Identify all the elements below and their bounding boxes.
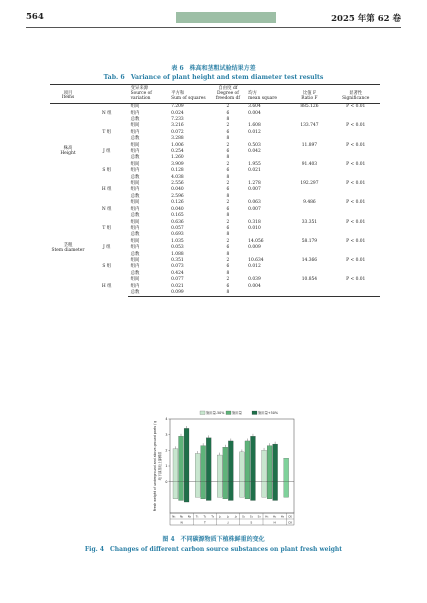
sum-squares-cell: 1.260 bbox=[171, 155, 184, 161]
df-cell: 6 bbox=[226, 206, 230, 212]
df-cell: 2 bbox=[226, 238, 230, 244]
table-row bbox=[50, 104, 380, 111]
source-cell: 组内 bbox=[130, 168, 140, 174]
source-cell: 总数 bbox=[130, 155, 140, 161]
legend-label: 施用量-50% bbox=[206, 411, 225, 416]
f-ratio-cell: 58.179 bbox=[301, 238, 318, 244]
df-cell: 6 bbox=[226, 129, 230, 135]
x-group-label: T bbox=[203, 520, 206, 525]
x-group-label: N bbox=[180, 520, 183, 525]
source-cell: 总数 bbox=[130, 193, 140, 199]
source-cell: 组内 bbox=[130, 187, 140, 193]
f-ratio-cell: 11.897 bbox=[301, 142, 318, 148]
mean-square-cell: 0.009 bbox=[248, 245, 261, 251]
df-cell: 2 bbox=[226, 161, 230, 167]
df-cell: 2 bbox=[226, 200, 230, 206]
source-cell: 组间 bbox=[130, 238, 140, 244]
col-items: 项目 Items bbox=[50, 85, 86, 104]
fresh-weight-figure bbox=[148, 409, 298, 530]
sum-squares-cell: 0.351 bbox=[171, 257, 184, 263]
sum-squares-cell: 0.040 bbox=[171, 187, 184, 193]
bar bbox=[223, 447, 228, 481]
source-cell: 组间 bbox=[130, 200, 140, 206]
mean-square-cell: 0.007 bbox=[248, 187, 261, 193]
mean-square-cell: 1.278 bbox=[248, 181, 261, 187]
df-cell: 6 bbox=[226, 264, 230, 270]
df-cell: 2 bbox=[226, 181, 230, 187]
f-ratio-cell: 91.403 bbox=[301, 161, 318, 167]
col-significance: 显著性 Significance bbox=[331, 85, 380, 104]
source-cell: 组内 bbox=[130, 110, 140, 116]
source-cell: 组间 bbox=[130, 142, 140, 148]
x-tick-label: H₃ bbox=[280, 514, 284, 519]
df-cell: 8 bbox=[209, 290, 248, 297]
mean-square-cell bbox=[247, 290, 287, 297]
mean-square-cell: 0.039 bbox=[248, 277, 261, 283]
bar bbox=[262, 450, 267, 481]
legend-label: 施用量 bbox=[232, 411, 242, 416]
x-group-label: CK bbox=[288, 520, 293, 525]
group-label: T 组 bbox=[102, 129, 112, 135]
mean-square-cell: 0.004 bbox=[248, 110, 261, 116]
group-label: J 组 bbox=[102, 245, 111, 251]
significance-cell: P < 0.01 bbox=[346, 257, 366, 263]
bar-underground bbox=[173, 482, 178, 499]
table-body bbox=[50, 104, 380, 297]
df-cell: 2 bbox=[226, 219, 230, 225]
bar bbox=[245, 441, 250, 482]
legend-label: 施用量+50% bbox=[258, 411, 278, 416]
fresh-weight-chart bbox=[148, 409, 298, 530]
sum-squares-cell: 0.693 bbox=[171, 232, 184, 238]
f-ratio-cell bbox=[287, 290, 331, 297]
bar-underground bbox=[206, 482, 211, 501]
df-cell: 2 bbox=[226, 104, 230, 110]
source-cell: 总数 bbox=[130, 213, 140, 219]
bar bbox=[273, 444, 278, 482]
header-color-bar bbox=[176, 12, 276, 23]
sum-squares-cell: 1.088 bbox=[171, 251, 184, 257]
bar-underground bbox=[223, 482, 228, 499]
y-axis-label-cn: 地下部及地上部鲜重 bbox=[158, 451, 162, 481]
mean-square-cell: 0.503 bbox=[248, 142, 261, 148]
x-tick-label: CK bbox=[288, 514, 293, 519]
source-cell: 组内 bbox=[130, 264, 140, 270]
mean-square-cell: 3.604 bbox=[248, 104, 261, 110]
df-cell: 8 bbox=[226, 213, 230, 219]
col-df: 自由度 df Degree of freedom df bbox=[209, 85, 248, 104]
source-cell: 组内 bbox=[130, 149, 140, 155]
mean-square-cell: 0.021 bbox=[248, 168, 261, 174]
significance-cell bbox=[331, 290, 380, 297]
y-tick-label: 4 bbox=[165, 417, 168, 422]
item-label-en: Height bbox=[60, 151, 76, 157]
f-ratio-cell: 14.366 bbox=[301, 257, 318, 263]
sum-squares-cell: 4.038 bbox=[171, 174, 184, 180]
col-f-ratio: 比值 F Ratio F bbox=[287, 85, 331, 104]
df-cell: 6 bbox=[226, 187, 230, 193]
source-cell: 总数 bbox=[130, 117, 140, 122]
sum-squares-cell: 0.073 bbox=[171, 264, 184, 270]
source-cell: 组间 bbox=[130, 161, 140, 167]
df-cell: 6 bbox=[226, 245, 230, 251]
item-label bbox=[50, 200, 86, 297]
col-mean-square: 均方 mean square bbox=[247, 85, 287, 104]
significance-cell: P < 0.01 bbox=[346, 123, 366, 129]
group-label: S 组 bbox=[102, 264, 112, 270]
sum-squares-cell: 3.288 bbox=[171, 136, 184, 142]
bar bbox=[217, 455, 222, 482]
group-label: H 组 bbox=[101, 283, 112, 289]
df-cell: 6 bbox=[226, 225, 230, 231]
mean-square-cell: 10.634 bbox=[248, 257, 264, 263]
bar bbox=[184, 428, 189, 481]
x-tick-label: J₂ bbox=[227, 514, 230, 519]
table-caption-en: Tab. 6 Variance of plant height and stem diameter test results bbox=[103, 74, 324, 81]
table-header-row bbox=[50, 85, 380, 104]
bar-underground bbox=[239, 482, 244, 498]
sum-squares-cell: 7.209 bbox=[171, 104, 184, 110]
header-rule bbox=[26, 27, 401, 28]
bar-underground bbox=[228, 482, 233, 501]
sum-squares-cell: 1.006 bbox=[171, 142, 184, 148]
source-cell: 总数 bbox=[130, 232, 140, 238]
source-cell: 组间 bbox=[130, 277, 140, 283]
source-cell: 总数 bbox=[130, 174, 140, 180]
y-tick-label: 3 bbox=[165, 432, 168, 437]
x-tick-label: N₃ bbox=[187, 514, 191, 519]
source-cell: 组间 bbox=[130, 257, 140, 263]
page-number: 564 bbox=[26, 12, 44, 22]
f-ratio-cell: 9.486 bbox=[303, 200, 316, 206]
mean-square-cell: 0.012 bbox=[248, 129, 261, 135]
item-label-cn: 茎粗 bbox=[63, 242, 73, 248]
df-cell: 6 bbox=[226, 110, 230, 116]
x-group-label: S bbox=[250, 520, 253, 525]
f-ratio-cell: 10.854 bbox=[301, 277, 318, 283]
f-ratio-cell: 192.297 bbox=[300, 181, 319, 187]
sum-squares-cell: 2.596 bbox=[171, 193, 184, 199]
source-cell: 组内 bbox=[130, 225, 140, 231]
mean-square-cell: 0.004 bbox=[248, 283, 261, 289]
x-tick-label: S₂ bbox=[249, 514, 253, 519]
y-tick-label: 1 bbox=[165, 464, 168, 469]
source-cell: 组间 bbox=[130, 104, 140, 110]
df-cell: 2 bbox=[226, 277, 230, 283]
bar-underground bbox=[184, 482, 189, 502]
sum-squares-cell: 7.233 bbox=[171, 117, 184, 122]
bar-underground bbox=[179, 482, 184, 501]
legend-swatch bbox=[200, 411, 205, 415]
df-cell: 6 bbox=[226, 283, 230, 289]
bar-underground bbox=[245, 482, 250, 499]
bar bbox=[195, 453, 200, 481]
sum-squares-cell: 0.636 bbox=[171, 219, 184, 225]
df-cell: 8 bbox=[226, 251, 230, 257]
y-tick-label: 2 bbox=[165, 448, 168, 453]
significance-cell: P < 0.01 bbox=[346, 181, 366, 187]
df-cell: 8 bbox=[226, 136, 230, 142]
significance-cell: P < 0.01 bbox=[346, 200, 366, 206]
x-tick-label: S₃ bbox=[257, 514, 261, 519]
group-label: H 组 bbox=[101, 187, 112, 193]
f-ratio-cell: 33.351 bbox=[301, 219, 318, 225]
x-tick-label: T₂ bbox=[203, 514, 207, 519]
source-cell: 总数 bbox=[130, 136, 140, 142]
x-tick-label: J₁ bbox=[219, 514, 222, 519]
mean-square-cell: 1.955 bbox=[248, 161, 261, 167]
mean-square-cell: 0.012 bbox=[248, 264, 261, 270]
y-tick-label: 0 bbox=[165, 479, 168, 484]
bar-underground bbox=[201, 482, 206, 499]
bar-ck-underground bbox=[284, 482, 289, 498]
col-source: 变异来源 Source of variation bbox=[128, 85, 171, 104]
bar bbox=[206, 438, 211, 482]
sum-squares-cell: 1.035 bbox=[171, 238, 184, 244]
mean-square-cell: 1.608 bbox=[248, 123, 261, 129]
sum-squares-cell: 0.057 bbox=[171, 225, 184, 231]
df-cell: 8 bbox=[226, 117, 230, 122]
sum-squares-cell: 0.040 bbox=[171, 206, 184, 212]
df-cell: 6 bbox=[226, 149, 230, 155]
bar bbox=[267, 446, 272, 482]
source-cell: 总数 bbox=[130, 251, 140, 257]
source-cell: 组内 bbox=[130, 129, 140, 135]
bar bbox=[239, 452, 244, 482]
significance-cell: P < 0.01 bbox=[346, 238, 366, 244]
sum-squares-cell: 2.556 bbox=[171, 181, 184, 187]
bar-underground bbox=[251, 482, 256, 501]
df-cell: 8 bbox=[226, 155, 230, 161]
mean-square-cell: 0.010 bbox=[248, 225, 261, 231]
significance-cell: P < 0.01 bbox=[346, 142, 366, 148]
mean-square-cell: 0.318 bbox=[248, 219, 261, 225]
f-ratio-cell: 885.126 bbox=[300, 104, 319, 110]
group-label: N 组 bbox=[101, 110, 112, 116]
sum-squares-cell: 0.024 bbox=[171, 110, 184, 116]
x-group-label: H bbox=[273, 520, 276, 525]
running-header bbox=[26, 12, 401, 28]
df-cell: 8 bbox=[226, 232, 230, 238]
x-tick-label: H₂ bbox=[273, 514, 277, 519]
bar-underground bbox=[217, 482, 222, 498]
source-cell: 组内 bbox=[130, 245, 140, 251]
sum-squares-cell: 3.909 bbox=[171, 161, 184, 167]
bar bbox=[201, 446, 206, 482]
x-tick-label: T₃ bbox=[211, 514, 215, 519]
figure-caption-en: Fig. 4 Changes of different carbon source substances on plant fresh weight bbox=[84, 546, 343, 553]
sum-squares-cell: 0.077 bbox=[171, 277, 184, 283]
x-tick-label: N₂ bbox=[180, 514, 184, 519]
x-tick-label: T₁ bbox=[195, 514, 199, 519]
mean-square-cell: 0.042 bbox=[248, 149, 261, 155]
source-cell: 组间 bbox=[130, 219, 140, 225]
source-cell: 总数 bbox=[130, 270, 140, 276]
bar bbox=[228, 441, 233, 482]
sum-squares-cell: 0.099 bbox=[170, 290, 209, 297]
group-label: J 组 bbox=[102, 149, 111, 155]
source-cell: 组间 bbox=[130, 123, 140, 129]
source-cell: 组内 bbox=[130, 283, 140, 289]
df-cell: 6 bbox=[226, 168, 230, 174]
bar-ck bbox=[284, 458, 289, 482]
col-sum-squares: 平方和 Sum of squares bbox=[170, 85, 209, 104]
sum-squares-cell: 0.126 bbox=[171, 200, 184, 206]
item-label-cn: 株高 bbox=[63, 146, 73, 152]
source-cell: 组间 bbox=[130, 181, 140, 187]
df-cell: 2 bbox=[226, 123, 230, 129]
group-label: S 组 bbox=[102, 168, 112, 174]
significance-cell: P < 0.01 bbox=[346, 104, 366, 110]
bar bbox=[251, 436, 256, 481]
df-cell: 8 bbox=[226, 270, 230, 276]
mean-square-cell: 0.007 bbox=[248, 206, 261, 212]
table-caption-cn: 表 6 株高和茎粗试验结果方差 bbox=[171, 65, 256, 72]
sum-squares-cell: 0.254 bbox=[171, 149, 184, 155]
bar bbox=[179, 436, 184, 481]
x-tick-label: S₁ bbox=[242, 514, 246, 519]
sum-squares-cell: 0.424 bbox=[171, 270, 184, 276]
sum-squares-cell: 0.053 bbox=[171, 245, 184, 251]
bar-underground bbox=[195, 482, 200, 498]
df-cell: 2 bbox=[226, 142, 230, 148]
df-cell: 2 bbox=[226, 257, 230, 263]
x-tick-label: H₁ bbox=[265, 514, 269, 519]
mean-square-cell: 0.063 bbox=[248, 200, 261, 206]
bar-underground bbox=[262, 482, 267, 498]
sum-squares-cell: 0.128 bbox=[171, 168, 184, 174]
figure-caption-cn: 图 4 不同碳源物质下植株鲜重的变化 bbox=[162, 536, 265, 543]
item-label bbox=[50, 104, 86, 201]
variance-table bbox=[50, 84, 380, 297]
x-tick-label: J₃ bbox=[234, 514, 237, 519]
bar-underground bbox=[267, 482, 272, 499]
item-label-en: Stem diameter bbox=[51, 247, 85, 253]
bar bbox=[173, 449, 178, 482]
sum-squares-cell: 0.021 bbox=[171, 283, 184, 289]
legend-swatch bbox=[252, 411, 257, 415]
sum-squares-cell: 0.072 bbox=[171, 129, 184, 135]
significance-cell: P < 0.01 bbox=[346, 277, 366, 283]
legend-swatch bbox=[226, 411, 231, 415]
df-cell: 8 bbox=[226, 193, 230, 199]
mean-square-cell: 14.056 bbox=[248, 238, 264, 244]
significance-cell: P < 0.01 bbox=[346, 219, 366, 225]
group-label: N 组 bbox=[101, 206, 112, 212]
y-axis-label: Fresh weight of underground and above-ground parts / g bbox=[153, 420, 157, 512]
x-group-label: J bbox=[227, 520, 229, 525]
source-cell: 总数 bbox=[128, 290, 171, 297]
df-cell: 8 bbox=[226, 174, 230, 180]
group-label: T 组 bbox=[102, 225, 112, 231]
x-tick-label: N₁ bbox=[172, 514, 176, 519]
sum-squares-cell: 0.165 bbox=[171, 213, 184, 219]
journal-volume: 2025 年第 62 卷 bbox=[331, 14, 401, 24]
col-group bbox=[86, 85, 128, 104]
significance-cell: P < 0.01 bbox=[346, 161, 366, 167]
bar-underground bbox=[273, 482, 278, 501]
f-ratio-cell: 133.747 bbox=[300, 123, 319, 129]
source-cell: 组内 bbox=[130, 206, 140, 212]
sum-squares-cell: 3.216 bbox=[171, 123, 184, 129]
